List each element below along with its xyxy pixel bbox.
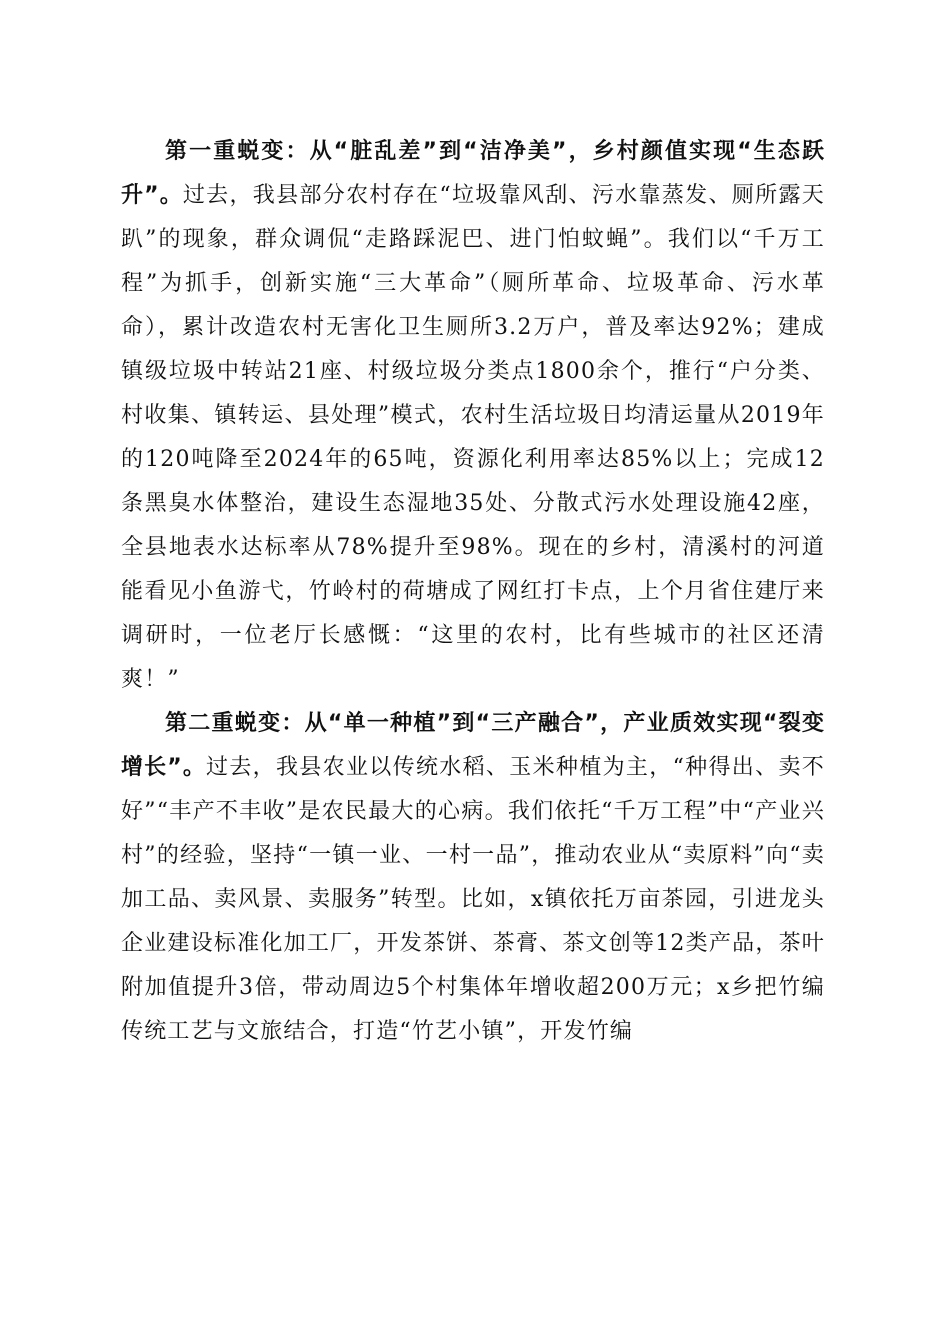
paragraph-1-heading: 第一重蜕变：从“脏乱差”到“洁净美”，乡村颜值实现“生态跃升”。 <box>121 139 825 208</box>
document-body <box>121 130 825 1054</box>
paragraph-2-text: 过去，我县农业以传统水稻、玉米种植为主，“种得出、卖不好”“丰产不丰收”是农民最大的心病。我们依托“千万工程”中“产业兴村”的经验，坚持“一镇一业、一村一品”，推动农业从“卖原料”向“卖加工品、卖风景、卖服务”转型。比如，x镇依托万亩茶园，引进龙头企业建设标准化加工厂，开发茶饼、茶膏、茶文创等12类产品，茶叶附加值提升3倍，带动周边5个村集体年增收超200万元；x乡把竹编传统工艺与文旅结合，打造“竹艺小镇”，开发竹编 <box>121 755 825 1044</box>
paragraph-1 <box>121 130 825 702</box>
paragraph-2 <box>121 702 825 1054</box>
paragraph-1-text: 过去，我县部分农村存在“垃圾靠风刮、污水靠蒸发、厕所露天趴”的现象，群众调侃“走路踩泥巴、进门怕蚊蝇”。我们以“千万工程”为抓手，创新实施“三大革命”（厕所革命、垃圾革命、污水革命），累计改造农村无害化卫生厕所3.2万户，普及率达92%；建成镇级垃圾中转站21座、村级垃圾分类点1800余个，推行“户分类、村收集、镇转运、县处理”模式，农村生活垃圾日均清运量从2019年的120吨降至2024年的65吨，资源化利用率达85%以上；完成12条黑臭水体整治，建设生态湿地35处、分散式污水处理设施42座，全县地表水达标率从78%提升至98%。现在的乡村，清溪村的河道能看见小鱼游弋，竹岭村的荷塘成了网红打卡点，上个月省住建厅来调研时，一位老厅长感慨：“这里的农村，比有些城市的社区还清爽！” <box>121 183 825 692</box>
paragraph-2-heading: 第二重蜕变：从“单一种植”到“三产融合”，产业质效实现“裂变增长”。 <box>121 711 825 780</box>
